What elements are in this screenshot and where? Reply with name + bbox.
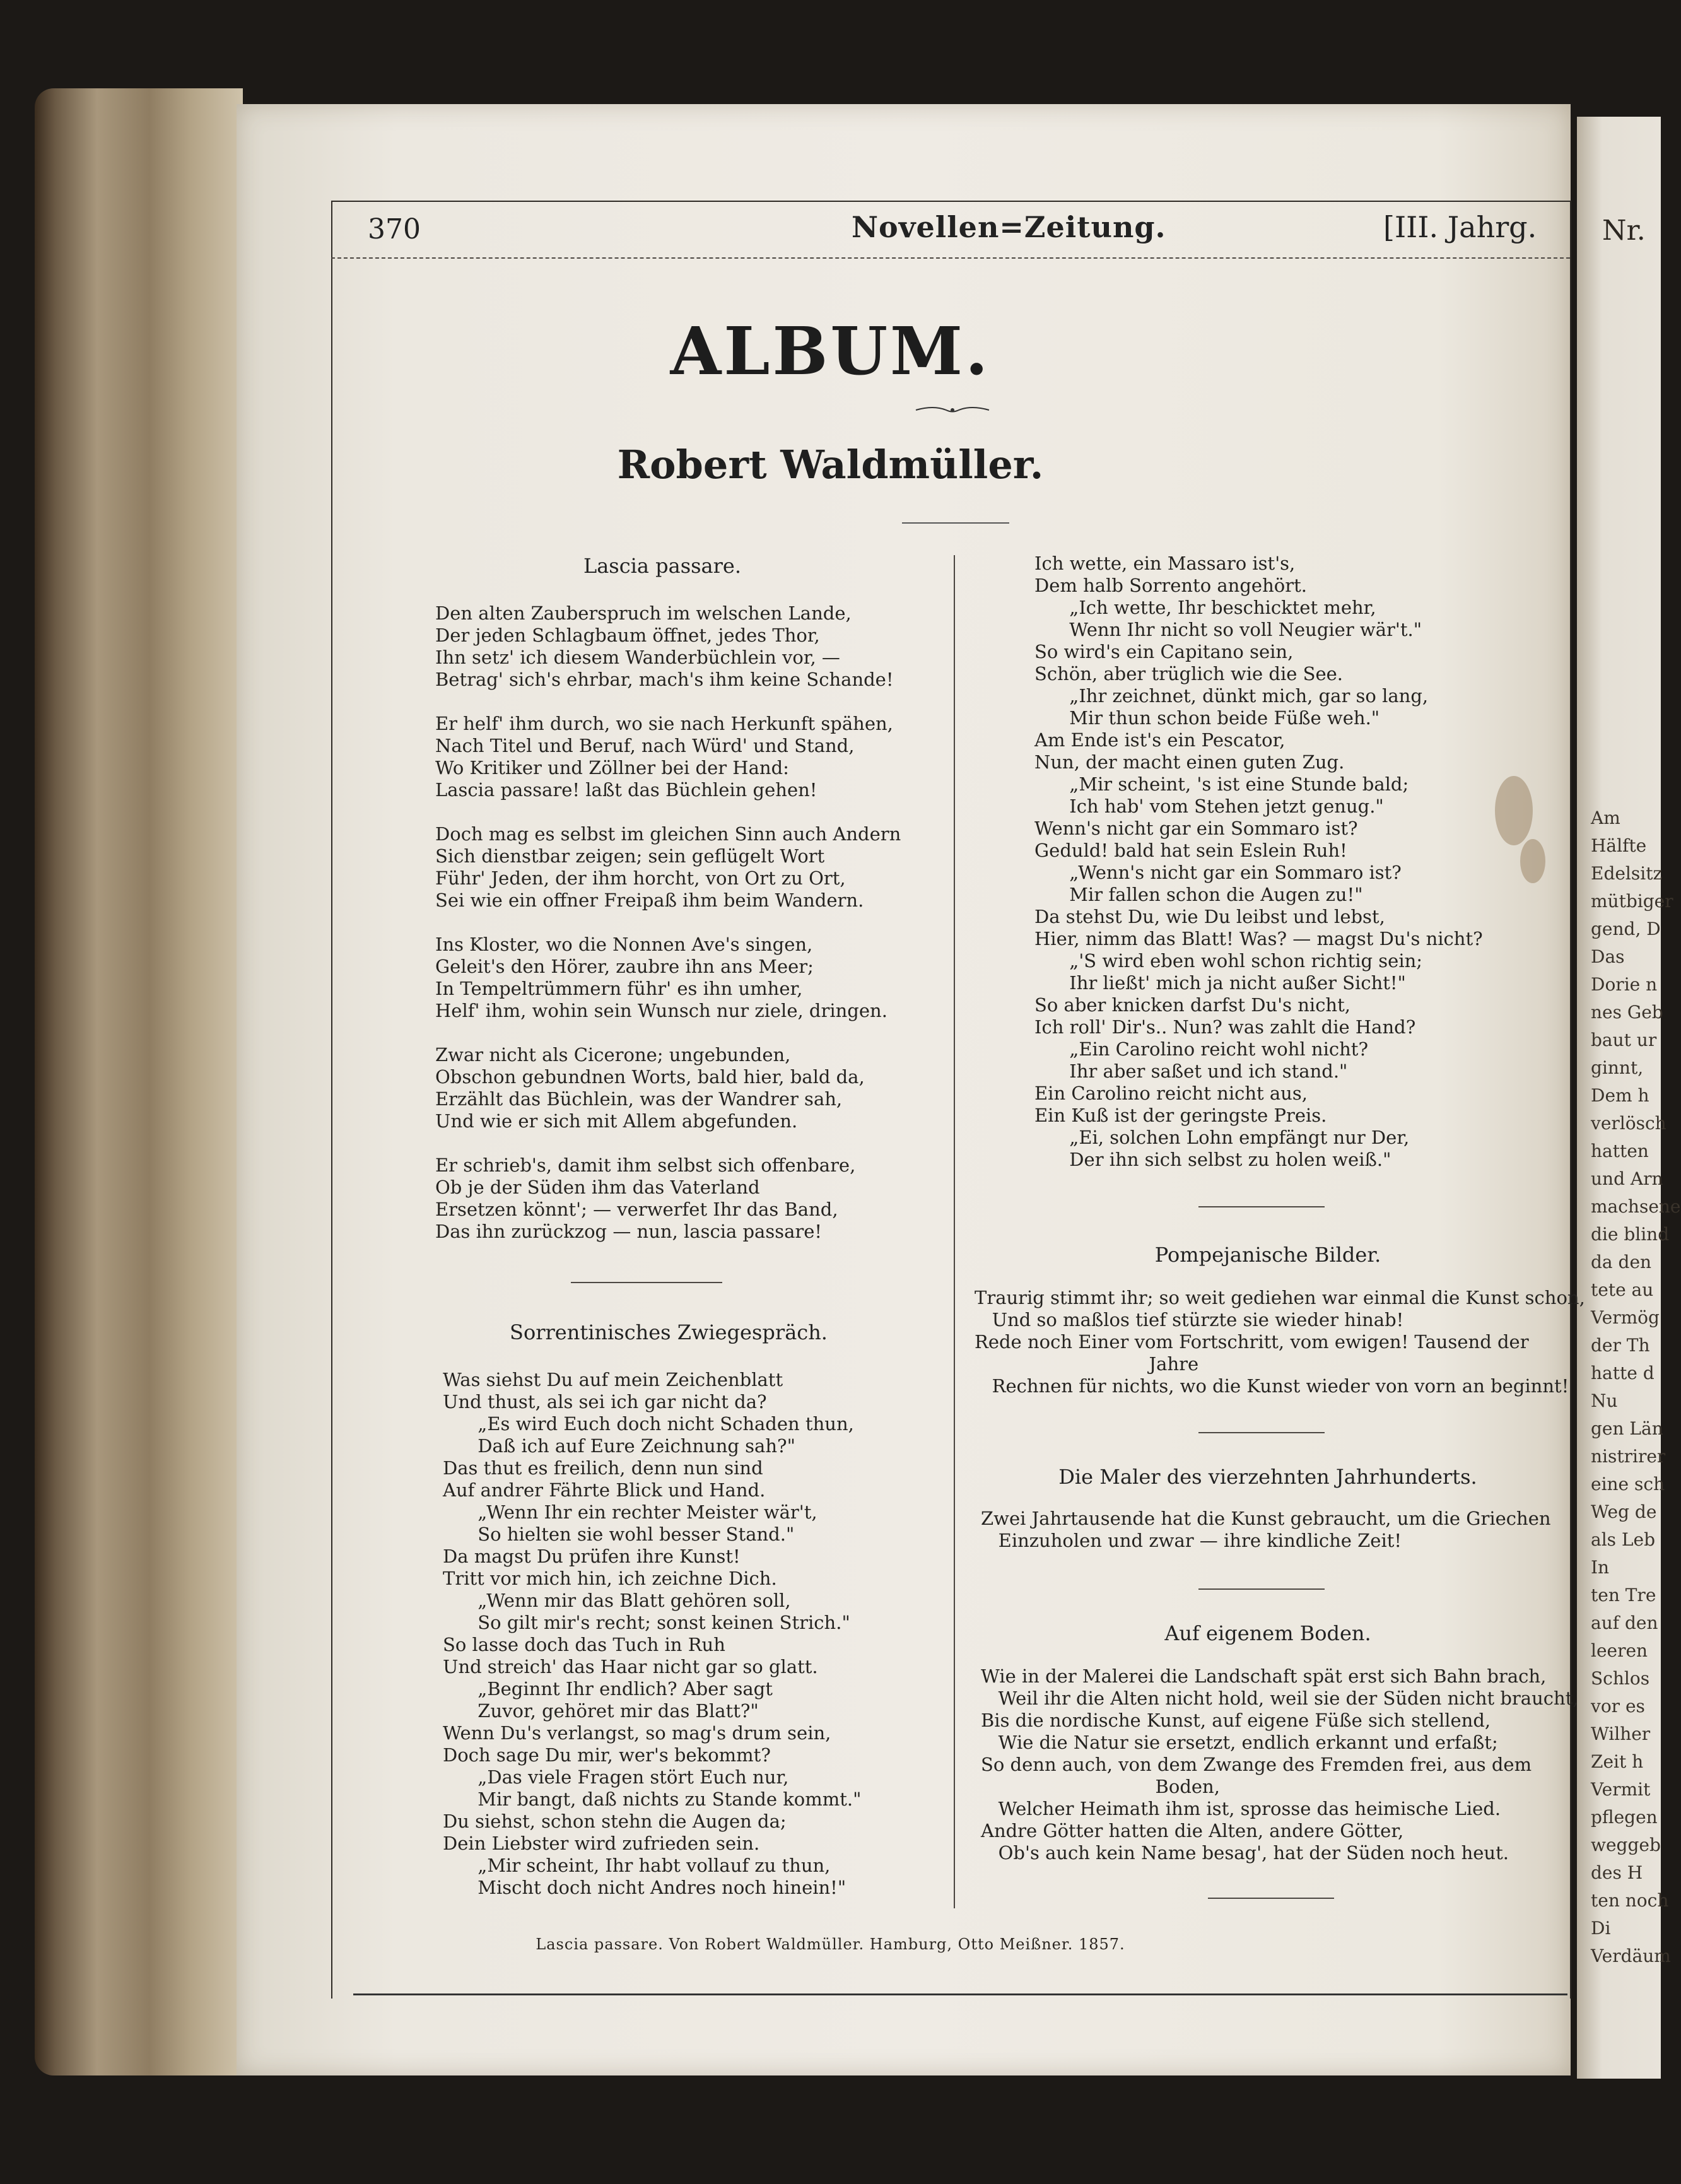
adjacent-page-fragment: machsene [1591,1196,1681,1217]
adjacent-page-fragment: Wilher [1591,1723,1651,1744]
header-rule [331,257,1570,259]
adjacent-page-header: Nr. [1602,214,1646,247]
adjacent-page-fragment: tete au [1591,1279,1654,1300]
paper-stain [1520,839,1545,883]
adjacent-page-fragment: Vermög [1591,1307,1660,1328]
adjacent-page-fragment: nes Geb [1591,1002,1663,1023]
adjacent-page-fragment: der Th [1591,1335,1650,1356]
adjacent-page-fragment: da den [1591,1252,1652,1272]
adjacent-page-fragment: mütbiger [1591,891,1673,912]
poem-pompejanische-bilder: Traurig stimmt ihr; so weit gediehen war einmal die Kunst schon, Und so maßlos tief stürzte sie wieder hinab! Rede noch Einer vom Fortschritt, vom ewigen! Tausend der Jahre Rechnen für nichts, wo die Kunst wieder von vorn an beginnt! [975,1287,1585,1397]
adjacent-page-fragment: Nu [1591,1390,1618,1411]
adjacent-page-fragment: verlösch [1591,1113,1666,1134]
section-separator [1198,1432,1325,1433]
adjacent-page-fragment: ginnt, [1591,1057,1644,1078]
adjacent-page-fragment: pflegen [1591,1807,1658,1828]
poem-heading-auf-eigenem-boden: Auf eigenem Boden. [1164,1621,1371,1645]
column-divider [954,555,955,1908]
adjacent-page-fragment: Dorie n [1591,974,1658,995]
flourish-ornament [915,404,990,416]
adjacent-page-fragment: In [1591,1557,1610,1578]
poem-heading-pompejanische: Pompejanische Bilder. [1154,1243,1381,1267]
adjacent-page-fragment: eine sch [1591,1474,1665,1494]
adjacent-page-fragment: Schlos [1591,1668,1650,1689]
poem-lascia-passare: Den alten Zauberspruch im welschen Lande, Der jeden Schlagbaum öffnet, jedes Thor, Ihn setz' ich diesem Wanderbüchlein vor, — Betrag' sich's ehrbar, mach's ihm keine Schande! Er helf' ihm durch, wo sie nach Herkunft spähen, Nach Titel und Beruf, nach Würd' und Stand, Wo Kritiker und Zöllner bei der Hand: Lascia passare! laßt das Büchlein gehen! Doch mag es selbst im gleichen Sinn auch Andern Sich dienstbar zeigen; sein geflügelt Wort Führ' Jeden, der ihm horcht, von Ort zu Ort, Sei wie ein offner Freipaß ihm beim Wandern. Ins Kloster, wo die Nonnen Ave's singen, Geleit's den Hörer, zaubre ihn ans Meer; In Tempeltrümmern führ' es ihn umher, Helf' ihm, wohin sein Wunsch nur ziele, dringen. Zwar nicht als Cicerone; ungebunden, Obschon gebundnen Worts, bald hier, bald da, Erzählt das Büchlein, was der Wandrer sah, Und wie er sich mit Allem abgefunden. Er schrieb's, damit ihm selbst sich offenbare, Ob je der Süden ihm das Vaterland Ersetzen könnt'; — verwerfet Ihr das Band, Das ihn zurückzog — nun, lascia passare! [435,602,901,1242]
poem-auf-eigenem-boden: Wie in der Malerei die Landschaft spät erst sich Bahn brach, Weil ihr die Alten nicht hold, weil sie der Süden nicht braucht, Bis die nordische Kunst, auf eigene Füße sich stellend, Wie die Natur sie ersetzt, endlich erkannt und erfaßt; So denn auch, von dem Zwange des Fremden frei, aus dem Boden, Welcher Heimath ihm ist, sprosse das heimische Lied. Andre Götter hatten die Alten, andere Götter, Ob's auch kein Name besag', hat der Süden noch heut. [981,1665,1579,1864]
journal-title: Novellen=Zeitung. [852,210,1166,244]
adjacent-page-strip [1577,117,1681,2079]
adjacent-page-fragment: und Arn [1591,1168,1663,1189]
adjacent-page-fragment: nistrirer [1591,1446,1666,1467]
adjacent-page-fragment: gen Län [1591,1418,1663,1439]
adjacent-page-fragment: des H [1591,1862,1643,1883]
adjacent-page-fragment: ten Tre [1591,1585,1656,1606]
poem-maler-des-vierzehnten-jahrhunderts: Zwei Jahrtausende hat die Kunst gebraucht, um die Griechen Einzuholen und zwar — ihre kindliche Zeit! [981,1508,1551,1551]
adjacent-page-fragment: Hälfte [1591,835,1647,856]
adjacent-page-fragment: die blind [1591,1224,1670,1245]
poem-sorrentinisches-continuation: Ich wette, ein Massaro ist's, Dem halb Sorrento angehört. „Ich wette, Ihr beschicktet mehr, Wenn Ihr nicht so voll Neugier wär't." So wird's ein Capitano sein, Schön, aber trüglich wie die See. „Ihr zeichnet, dünkt mich, gar so lang, Mir thun schon beide Füße weh." Am Ende ist's ein Pescator, Nun, der macht einen guten Zug. „Mir scheint, 's ist eine Stunde bald; Ich hab' vom Stehen jetzt genug." Wenn's nicht gar ein Sommaro ist? Geduld! bald hat sein Eslein Ruh! „Wenn's nicht gar ein Sommaro ist? Mir fallen schon die Augen zu!" Da stehst Du, wie Du leibst und lebst, Hier, nimm das Blatt! Was? — magst Du's nicht? „'S wird eben wohl schon richtig sein; Ihr ließt' mich ja nicht außer Sicht!" So aber knicken darfst Du's nicht, Ich roll' Dir's.. Nun? was zahlt die Hand? „Ein Carolino reicht wohl nicht? Ihr aber saßet und ich stand." Ein Carolino reicht nicht aus, Ein Kuß ist der geringste Preis. „Ei, solchen Lohn empfängt nur Der, Der ihn sich selbst zu holen weiß." [1034,553,1483,1170]
poem-heading-maler: Die Maler des vierzehnten Jahrhunderts. [1058,1465,1477,1489]
bottom-rule [353,1993,1567,1995]
adjacent-page-fragment: als Leb [1591,1529,1656,1550]
section-separator [1208,1898,1334,1899]
volume-label: [III. Jahrg. [1383,210,1537,244]
adjacent-page-fragment: Am [1591,807,1620,828]
adjacent-page-fragment: hatte d [1591,1363,1655,1383]
footer-citation: Lascia passare. Von Robert Waldmüller. Hamburg, Otto Meißner. 1857. [536,1935,1125,1953]
adjacent-page-fragment: weggeb [1591,1835,1661,1855]
title-rule [902,522,1009,524]
section-separator [1198,1206,1325,1207]
poem-heading-sorrentinisches: Sorrentinisches Zwiegespräch. [510,1320,828,1344]
adjacent-page-fragment: Dem h [1591,1085,1649,1106]
adjacent-page-fragment: auf den [1591,1612,1658,1633]
author-name: Robert Waldmüller. [617,442,1044,488]
adjacent-page-fragment: hatten [1591,1141,1649,1161]
adjacent-page-fragment: leeren [1591,1640,1648,1661]
poem-heading-lascia-passare: Lascia passare. [583,554,742,578]
adjacent-page-fragment: Weg de [1591,1501,1657,1522]
adjacent-page-fragment: gend, D [1591,919,1661,939]
adjacent-page-fragment: Zeit h [1591,1751,1644,1772]
paper-stain [1495,776,1533,845]
adjacent-page-fragment: baut ur [1591,1030,1657,1050]
poem-sorrentinisches-zwiegesprach: Was siehst Du auf mein Zeichenblatt Und thust, als sei ich gar nicht da? „Es wird Euch doch nicht Schaden thun, Daß ich auf Eure Zeichnung sah?" Das thut es freilich, denn nun sind Auf andrer Fährte Blick und Hand. „Wenn Ihr ein rechter Meister wär't, So hielten sie wohl besser Stand." Da magst Du prüfen ihre Kunst! Tritt vor mich hin, ich zeichne Dich. „Wenn mir das Blatt gehören soll, So gilt mir's recht; sonst keinen Strich." So lasse doch das Tuch in Ruh Und streich' das Haar nicht gar so glatt. „Beginnt Ihr endlich? Aber sagt Zuvor, gehöret mir das Blatt?" Wenn Du's verlangst, so mag's drum sein, Doch sage Du mir, wer's bekommt? „Das viele Fragen stört Euch nur, Mir bangt, daß nichts zu Stande kommt." Du siehst, schon stehn die Augen da; Dein Liebster wird zufrieden sein. „Mir scheint, Ihr habt vollauf zu thun, Mischt doch nicht Andres noch hinein!" [443,1369,862,1898]
section-separator [1198,1588,1325,1590]
adjacent-page-fragment: Di [1591,1918,1611,1939]
adjacent-page-fragment: ten noch [1591,1890,1669,1911]
album-title: ALBUM. [670,312,991,390]
adjacent-page-fragment: Verdäum [1591,1946,1671,1966]
page-number: 370 [368,213,421,245]
adjacent-page-fragment: vor es [1591,1696,1645,1717]
adjacent-page-fragment: Das [1591,946,1625,967]
section-separator [571,1282,722,1283]
adjacent-page-fragment: Edelsitz [1591,863,1663,884]
adjacent-page-fragment: Vermit [1591,1779,1651,1800]
